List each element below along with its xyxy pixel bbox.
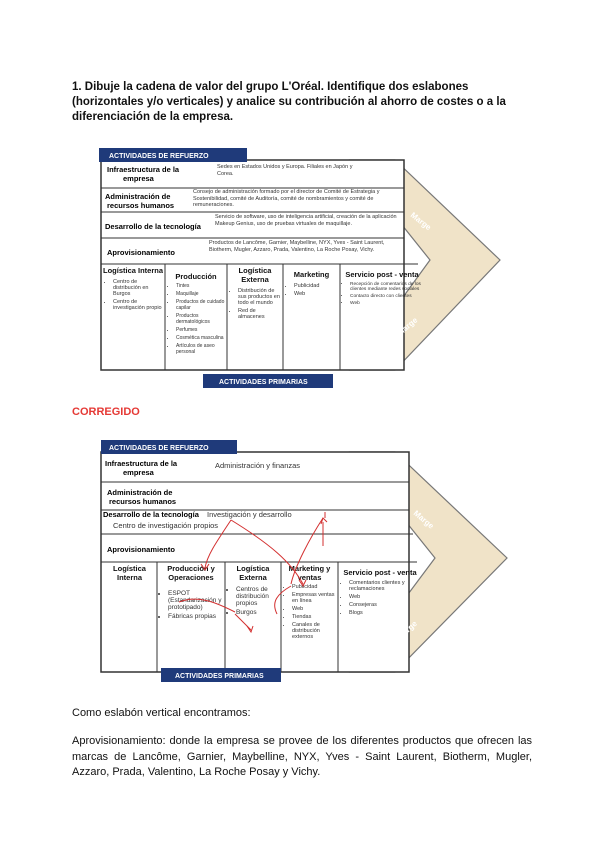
- col-logistica-externa: Logística Externa • Distribución de sus productos en todo el mundo • Red de almacenes: [228, 266, 282, 320]
- row-hr-text: Consejo de administración formado por el director de Comité de Estrategia y Sostenibilidad, comité de Auditoría, comité de nombramientos y comité de remuneraciones.: [193, 189, 380, 208]
- list-item: • ESPOT (Estandarización y prototipado): [168, 590, 224, 611]
- list-item: • Web: [292, 606, 337, 612]
- row-tech-text: Servicio de software, uso de inteligencia artificial, creación de la aplicación Makeup Genius, uso de pruebas virtuales de maquillaje.: [215, 214, 397, 227]
- svg-text:ACTIVIDADES DE REFUERZO: ACTIVIDADES DE REFUERZO: [109, 153, 209, 160]
- list-item: • Tiendas: [292, 614, 337, 620]
- list-item: • Centros de distribución propios: [236, 586, 280, 607]
- value-chain-figure-corrected: [95, 434, 511, 690]
- value-chain-figure-original: [95, 140, 511, 390]
- row-tech-text: Investigación y desarrollo: [207, 510, 292, 519]
- paragraph-vertical-link: Como eslabón vertical encontramos:: [72, 707, 251, 719]
- col-produccion-operaciones: Producción y Operaciones • ESPOT (Estandarización y prototipado) • Fábricas propias: [158, 564, 224, 620]
- svg-text:Administración derecursos huma: Administración de recursos humanos: [107, 488, 177, 506]
- svg-text:Aprovisionamiento: Aprovisionamiento: [107, 545, 175, 554]
- list-item: • Artículos de aseo personal: [176, 343, 226, 355]
- list-item: • Contacto directo con clientes: [350, 294, 423, 299]
- question-title: 1. Dibuje la cadena de valor del grupo L'Oréal. Identifique dos eslabones (horizontales y/o verticales) y analice su contribución al ahorro de costes o a la diferenciación de la empresa.: [72, 81, 506, 123]
- list-item: • Blogs: [349, 610, 421, 616]
- list-item: • Productos de cuidado capilar: [176, 299, 226, 311]
- row-label: Infraestructura de la empresa: [107, 165, 180, 183]
- list-item: • Fábricas propias: [168, 613, 224, 620]
- col-produccion: Producción • Tintes • Maquillaje • Productos de cuidado capilar • Productos dermatológicos • Perfumes • Cosmética masculina • Artículos de aseo personal: [166, 272, 226, 355]
- list-item: • Productos dermatológicos: [176, 313, 226, 325]
- svg-text:Marge: Marge: [395, 619, 419, 642]
- list-item: • Web: [350, 301, 423, 306]
- svg-text:ACTIVIDADES DE REFUERZO: ACTIVIDADES DE REFUERZO: [109, 445, 209, 452]
- col-logistica-interna: Logística Interna: [113, 564, 146, 582]
- list-item: • Empresas ventas en línea: [292, 592, 337, 604]
- col-logistica-interna: Logística Interna • Centro de distribución en Burgos • Centro de investigación propio: [103, 266, 163, 311]
- svg-text:Administración derecursos huma: Administración de recursos humanos: [105, 192, 175, 210]
- svg-text:Marge: Marge: [395, 315, 420, 338]
- list-item: • Perfumes: [176, 327, 226, 333]
- list-item: • Publicidad: [294, 283, 339, 289]
- list-item: • Tintes: [176, 283, 226, 289]
- svg-text:Marge: Marge: [408, 210, 433, 233]
- value-chain-diagram-2: [95, 434, 511, 690]
- col-postventa: Servicio post - venta • Comentarios clientes y reclamaciones • Web • Consejeras • Blogs: [339, 568, 421, 616]
- row-tech-text-2: Centro de investigación propios: [113, 521, 219, 530]
- list-item: • Red de almacenes: [238, 308, 282, 320]
- svg-text:Infraestructura de laempresa: Infraestructura de la empresa: [105, 459, 178, 477]
- row-infra-text: Administración y finanzas: [215, 461, 301, 470]
- list-item: • Cosmética masculina: [176, 335, 226, 341]
- svg-text:Marge: Marge: [411, 508, 436, 531]
- list-item: • Centro de distribución en Burgos: [113, 279, 163, 297]
- list-item: • Comentarios clientes y reclamaciones: [349, 580, 421, 592]
- list-item: • Web: [294, 291, 339, 297]
- svg-text:Desarrollo de la tecnología: Desarrollo de la tecnología: [103, 510, 199, 519]
- svg-text:ACTIVIDADES PRIMARIAS: ACTIVIDADES PRIMARIAS: [219, 379, 308, 386]
- col-marketing-ventas: Marketing y ventas • Publicidad • Empresas ventas en línea • Web • Tiendas • Canales de distribución externos: [282, 564, 337, 640]
- list-item: • Web: [349, 594, 421, 600]
- svg-text:Aprovisionamiento: Aprovisionamiento: [107, 248, 175, 257]
- list-item: • Canales de distribución externos: [292, 622, 337, 640]
- row-supply-text: Productos de Lancôme, Garnier, Maybelline, NYX, Yves - Saint Laurent, Biotherm, Mugler, Azzaro, Prada, Valentino, La Roche Posay, Vichy.: [209, 240, 385, 253]
- list-item: • Recepción de comentarios de los clientes mediante redes sociales: [350, 282, 423, 292]
- svg-text:Desarrollo de la tecnología: Desarrollo de la tecnología: [105, 222, 201, 231]
- paragraph-aprovisionamiento: Aprovisionamiento: donde la empresa se provee de los diferentes productos que ofrecen las marcas de Lancôme, Garnier, Maybelline, NYX, Yves - Saint Laurent, Biotherm, Mugler, Azzaro, Prada, Valentino, La Roche Posay y Vichy.: [72, 735, 532, 778]
- list-item: • Maquillaje: [176, 291, 226, 297]
- list-item: • Publicidad: [292, 584, 337, 590]
- svg-text:ACTIVIDADES PRIMARIAS: ACTIVIDADES PRIMARIAS: [175, 673, 264, 680]
- value-chain-diagram-1: [95, 140, 511, 390]
- col-marketing: Marketing • Publicidad • Web: [284, 270, 339, 297]
- corrected-label: CORREGIDO: [72, 406, 140, 418]
- col-logistica-externa: Logística Externa • Centros de distribución propios • Burgos: [226, 564, 280, 616]
- list-item: • Burgos: [236, 609, 280, 616]
- list-item: • Distribución de sus productos en todo el mundo: [238, 288, 282, 306]
- list-item: • Consejeras: [349, 602, 421, 608]
- list-item: • Centro de investigación propio: [113, 299, 163, 311]
- col-postventa: Servicio post - venta • Recepción de comentarios de los clientes mediante redes sociales • Contacto directo con clientes • Web: [341, 270, 423, 306]
- row-infra-text: Sedes en Estados Unidos y Europa. Filiales en Japón y Corea.: [217, 164, 353, 177]
